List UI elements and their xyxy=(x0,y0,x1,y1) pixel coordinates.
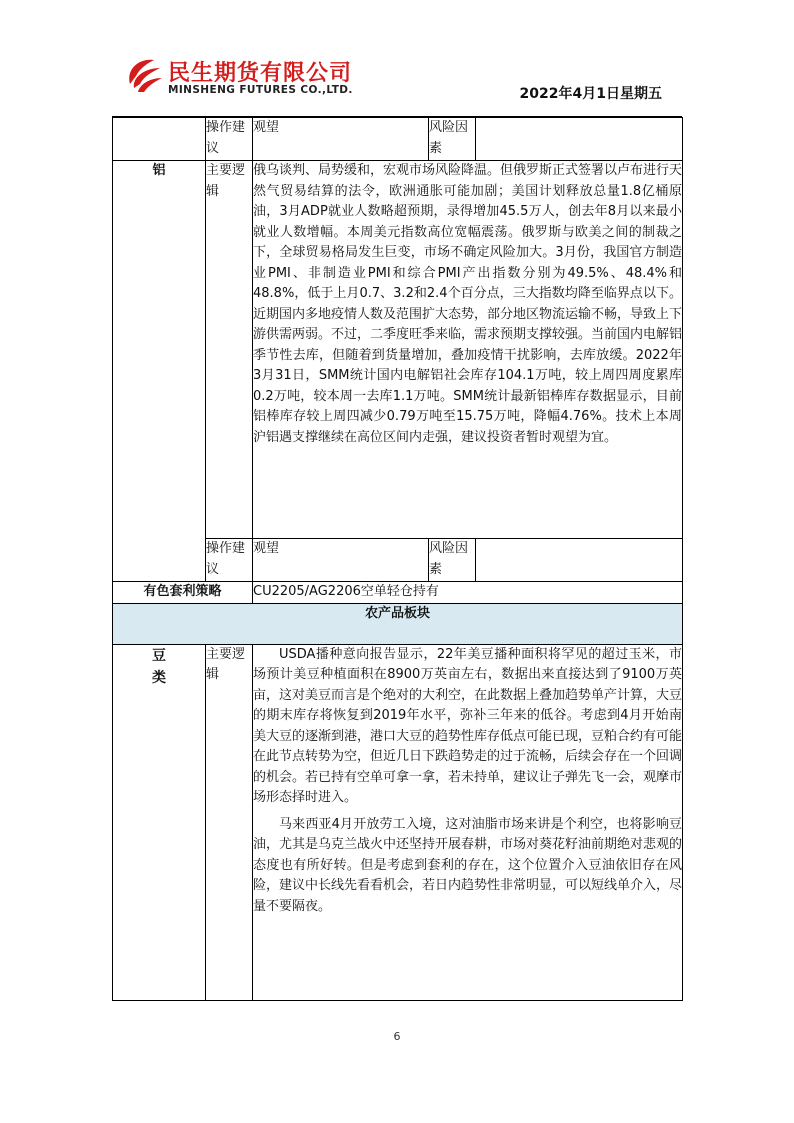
commodity-soybean xyxy=(113,644,206,1000)
aluminum-logic-text: 俄乌谈判、局势缓和，宏观市场风险降温。但俄罗斯正式签署以卢布进行天然气贸易结算的法令，欧洲通胀可能加剧；美国计划释放总量1.8亿桶原油，3月ADP就业人数略超预期，录得增加45.5万人，创去年8月以来最小就业人数增幅。本周美元指数高位宽幅震荡。俄罗斯与欧美之间的制裁之下，全球贸易格局发生巨变，市场不确定风险加大。3月份，我国官方制造业PMI、非制造业PMI和综合PMI产出指数分别为49.5%、48.4%和48.8%，低于上月0.7、3.2和2.4个百分点，三大指数均降至临界点以下。近期国内多地疫情人数及范围扩大态势，部分地区物流运输不畅，导致上下游供需两弱。不过，二季度旺季来临，需求预期支撑较强。当前国内电解铝季节性去库，但随着到货量增加，叠加疫情干扰影响，去库放缓。2022年3月31日，SMM统计国内电解铝社会库存104.1万吨，较上周四周度累库0.2万吨，较本周一去库1.1万吨。SMM统计最新铝棒库存数据显示，目前铝棒库存较上周四减少0.79万吨至15.75万吨，降幅4.76%。技术上本周沪铝遇支撑继续在高位区间内走强，建议投资者暂时观望为宜。 xyxy=(253,161,683,539)
main-logic-label: 主要逻辑 xyxy=(206,161,253,539)
table-row xyxy=(113,603,683,644)
minsheng-logo-icon xyxy=(124,54,164,96)
commodity-aluminum: 铝 xyxy=(113,161,206,582)
soybean-name-line2: 类 xyxy=(152,670,166,686)
op-advice-label: 操作建议 xyxy=(206,539,253,582)
soybean-logic xyxy=(253,644,683,1000)
report-date: 2022年4月1日星期五 xyxy=(519,86,662,102)
strategy-label: 有色套利策略 xyxy=(113,582,253,604)
company-name-en: MINSHENG FUTURES CO.,LTD. xyxy=(168,84,353,96)
risk-value xyxy=(476,118,683,161)
page-number: 6 xyxy=(393,1030,401,1043)
main-logic-label: 主要逻辑 xyxy=(206,644,253,1000)
table-row xyxy=(113,161,683,539)
op-advice-value: 观望 xyxy=(253,539,429,582)
section-title: 农产品板块 xyxy=(113,603,683,644)
strategy-table xyxy=(112,117,683,1001)
risk-label: 风险因素 xyxy=(429,118,476,161)
page-header xyxy=(0,0,794,118)
risk-value xyxy=(476,539,683,582)
strategy-value: CU2205/AG2206空单轻仓持有 xyxy=(253,582,683,604)
empty-cell xyxy=(113,118,206,161)
table-row xyxy=(113,118,683,161)
op-advice-value: 观望 xyxy=(253,118,429,161)
op-advice-label: 操作建议 xyxy=(206,118,253,161)
soybean-name-line1: 豆 xyxy=(152,647,166,664)
table-row xyxy=(113,644,683,1000)
company-name-cn: 民生期货有限公司 xyxy=(168,61,353,86)
soybean-paragraph: 马来西亚4月开放劳工入境，这对油脂市场来讲是个利空，也将影响豆油，尤其是乌克兰战火中还坚持开展春耕，市场对葵花籽油前期绝对悲观的态度也有所好转。但是考虑到套利的存在，这个位置介入豆油依旧存在风险，建议中长线先看看机会，若日内趋势性非常明显，可以短线单介入，尽量不要隔夜。 xyxy=(253,816,683,914)
soybean-paragraph: USDA播种意向报告显示，22年美豆播种面积将罕见的超过玉米，市场预计美豆种植面积在8900万英亩左右，数据出来直接达到了9100万英亩，这对美豆而言是个绝对的大利空，在此数据上叠加趋势单产计算，大豆的期末库存将恢复到2019年水平，弥补三年来的低谷。考虑到4月开始南美大豆的逐渐到港，港口大豆的趋势性库存低点可能已现，豆粕合约有可能在此节点转势为空，但近几日下跌趋势走的过于流畅，后续会存在一个回调的机会。若已持有空单可拿一拿，若未持单，建议让子弹先飞一会，观摩市场形态择时进入。 xyxy=(253,646,683,805)
table-row xyxy=(113,582,683,604)
risk-label: 风险因素 xyxy=(429,539,476,582)
